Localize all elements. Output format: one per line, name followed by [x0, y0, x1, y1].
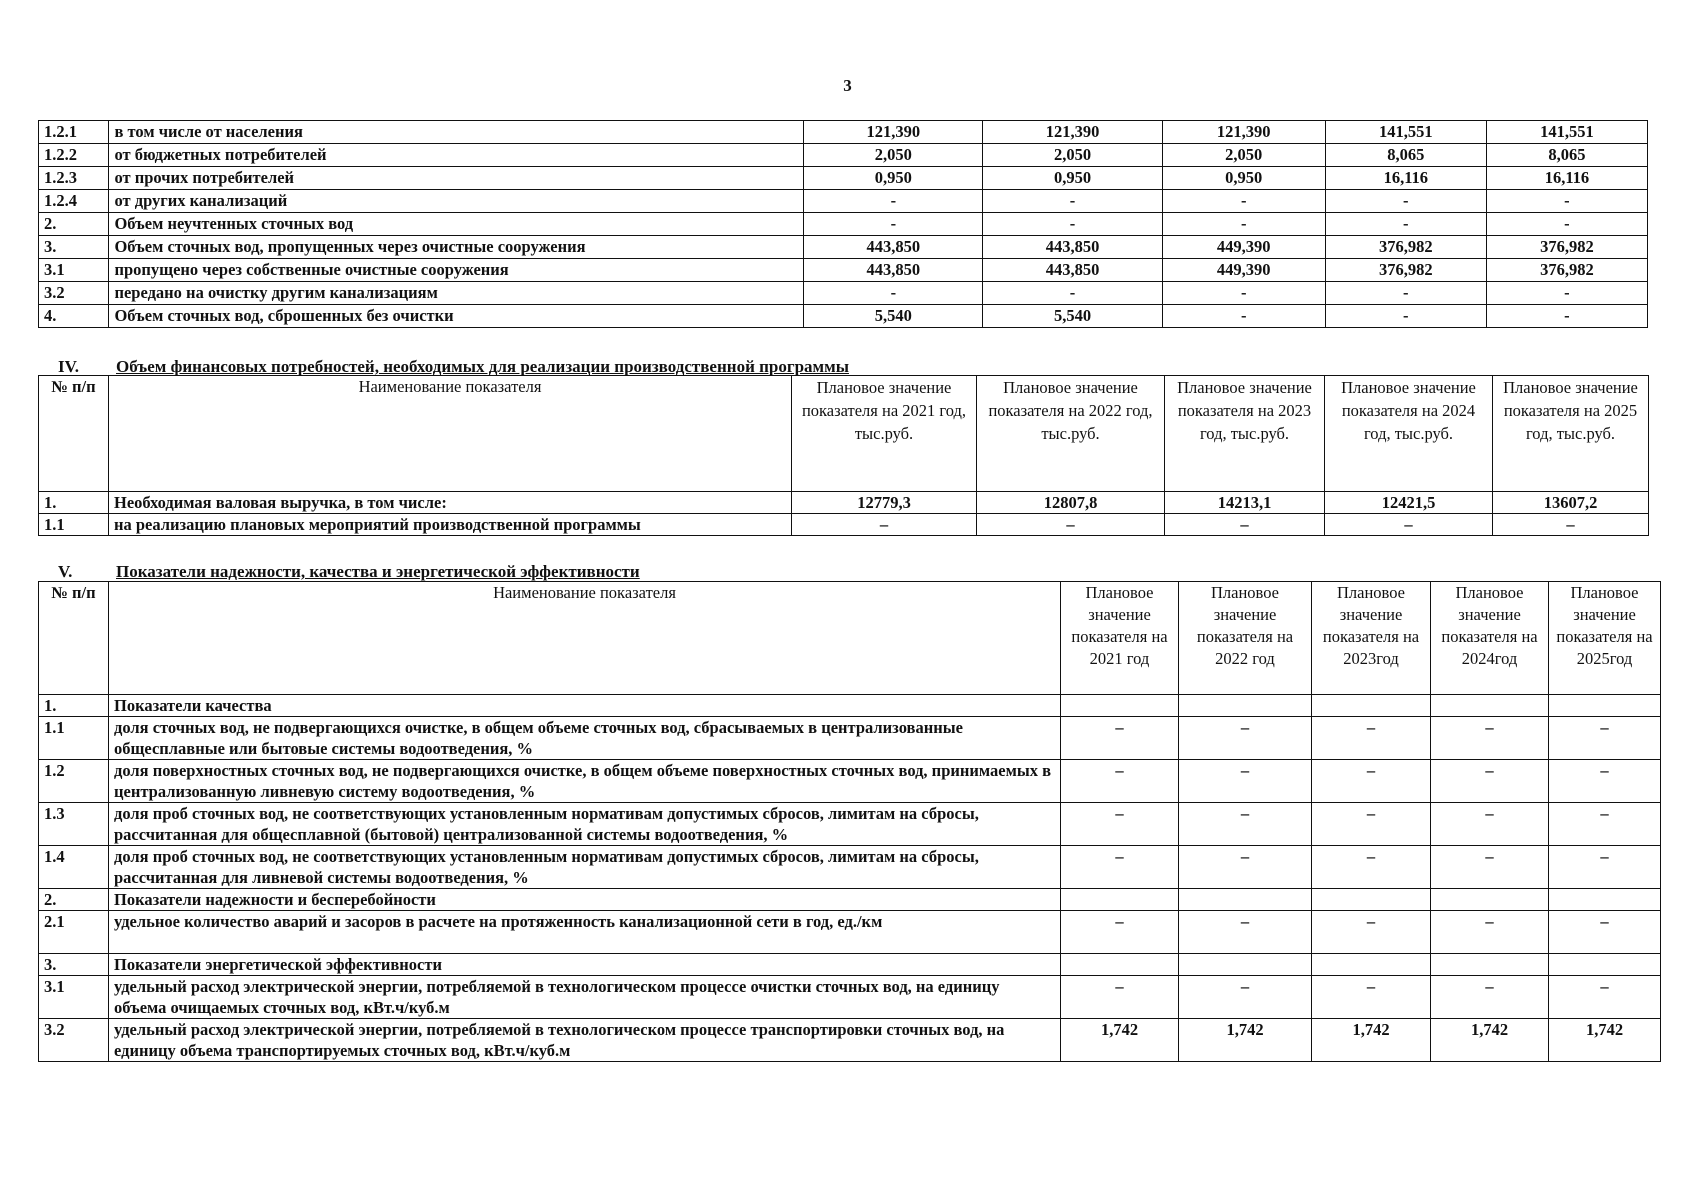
indicator-name: пропущено через собственные очистные сооружения — [109, 259, 804, 282]
plan-2021-header: Плановое значение показателя на 2021 год, тыс.руб. — [792, 376, 977, 492]
value-cell: - — [804, 190, 983, 213]
value-cell: – — [1061, 846, 1179, 889]
value-cell — [1549, 889, 1661, 911]
wastewater-volume-table — [38, 120, 1648, 328]
table-row — [39, 305, 1648, 328]
value-cell: - — [1325, 305, 1486, 328]
indicator-name: Показатели надежности и бесперебойности — [109, 889, 1061, 911]
value-cell: 121,390 — [1162, 121, 1325, 144]
value-cell: - — [1162, 305, 1325, 328]
row-number: 1.4 — [39, 846, 109, 889]
row-number: 1.3 — [39, 803, 109, 846]
indicator-name: передано на очистку другим канализациям — [109, 282, 804, 305]
row-number: 4. — [39, 305, 109, 328]
row-number: 3.2 — [39, 282, 109, 305]
indicator-name: на реализацию плановых мероприятий производственной программы — [109, 514, 792, 536]
row-number: 3.1 — [39, 976, 109, 1019]
value-cell: 1,742 — [1061, 1019, 1179, 1062]
value-cell: – — [1312, 846, 1431, 889]
row-number: 3. — [39, 236, 109, 259]
value-cell: – — [1179, 803, 1312, 846]
table-row — [39, 492, 1649, 514]
plan-2023-header: Плановое значение показателя на 2023 год, тыс.руб. — [1165, 376, 1325, 492]
section-iv-heading: Объем финансовых потребностей, необходимых для реализации производственной программы — [116, 357, 849, 376]
indicator-name: от других канализаций — [109, 190, 804, 213]
value-cell: - — [1486, 305, 1647, 328]
value-cell: – — [1431, 911, 1549, 954]
financial-needs-table — [38, 375, 1649, 536]
value-cell: – — [1179, 760, 1312, 803]
value-cell: – — [1549, 803, 1661, 846]
value-cell: 121,390 — [804, 121, 983, 144]
value-cell: - — [1486, 190, 1647, 213]
value-cell: 376,982 — [1325, 236, 1486, 259]
value-cell: – — [1061, 803, 1179, 846]
value-cell: 16,116 — [1486, 167, 1647, 190]
row-number: 1.2.2 — [39, 144, 109, 167]
value-cell: 0,950 — [1162, 167, 1325, 190]
plan-2023-header: Плановое значение показателя на 2023год — [1312, 582, 1431, 695]
value-cell: - — [804, 213, 983, 236]
table-row — [39, 121, 1648, 144]
row-number: 2. — [39, 213, 109, 236]
value-cell: – — [1549, 846, 1661, 889]
table-row — [39, 514, 1649, 536]
table-row — [39, 695, 1661, 717]
value-cell: - — [804, 282, 983, 305]
indicator-name: удельный расход электрической энергии, потребляемой в технологическом процессе транспортировки сточных вод, на единицу объема транспортируемых сточных вод, кВт.ч/куб.м — [109, 1019, 1061, 1062]
value-cell: 443,850 — [804, 259, 983, 282]
value-cell: 12779,3 — [792, 492, 977, 514]
value-cell: 0,950 — [983, 167, 1162, 190]
value-cell — [1549, 695, 1661, 717]
value-cell: 141,551 — [1325, 121, 1486, 144]
reliability-quality-table-body — [39, 695, 1661, 1062]
value-cell: - — [983, 213, 1162, 236]
indicator-name: Объем сточных вод, сброшенных без очистки — [109, 305, 804, 328]
value-cell — [1431, 954, 1549, 976]
value-cell: 12421,5 — [1325, 492, 1493, 514]
value-cell: 16,116 — [1325, 167, 1486, 190]
value-cell — [1431, 695, 1549, 717]
col-name-header: Наименование показателя — [109, 582, 1061, 695]
col-num-header: № п/п — [39, 376, 109, 492]
value-cell: 0,950 — [804, 167, 983, 190]
value-cell: 5,540 — [804, 305, 983, 328]
value-cell: – — [1061, 911, 1179, 954]
value-cell: - — [1162, 213, 1325, 236]
row-number: 3.2 — [39, 1019, 109, 1062]
plan-2021-header: Плановое значение показателя на 2021 год — [1061, 582, 1179, 695]
value-cell: – — [977, 514, 1165, 536]
value-cell: 376,982 — [1325, 259, 1486, 282]
row-number: 1.2.3 — [39, 167, 109, 190]
value-cell: - — [1486, 282, 1647, 305]
table-row — [39, 167, 1648, 190]
value-cell: – — [1549, 911, 1661, 954]
value-cell: – — [1312, 911, 1431, 954]
table-row — [39, 760, 1661, 803]
value-cell — [1179, 889, 1312, 911]
indicator-name: от прочих потребителей — [109, 167, 804, 190]
value-cell: - — [1162, 282, 1325, 305]
indicator-name: удельный расход электрической энергии, потребляемой в технологическом процессе очистки сточных вод, на единицу объема очищаемых сточных вод, кВт.ч/куб.м — [109, 976, 1061, 1019]
value-cell — [1431, 889, 1549, 911]
plan-2024-header: Плановое значение показателя на 2024год — [1431, 582, 1549, 695]
reliability-header-row — [39, 582, 1661, 695]
value-cell: – — [1431, 976, 1549, 1019]
value-cell: – — [1179, 911, 1312, 954]
indicator-name: Показатели энергетической эффективности — [109, 954, 1061, 976]
value-cell: - — [1325, 282, 1486, 305]
indicator-name: Объем неучтенных сточных вод — [109, 213, 804, 236]
plan-2022-header: Плановое значение показателя на 2022 год — [1179, 582, 1312, 695]
value-cell: 1,742 — [1431, 1019, 1549, 1062]
value-cell: – — [792, 514, 977, 536]
value-cell: 449,390 — [1162, 259, 1325, 282]
row-number: 1.2.1 — [39, 121, 109, 144]
indicator-name: доля сточных вод, не подвергающихся очистке, в общем объеме сточных вод, сбрасываемых в централизованные общесплавные или бытовые системы водоотведения, % — [109, 717, 1061, 760]
table-row — [39, 1019, 1661, 1062]
value-cell: 13607,2 — [1493, 492, 1649, 514]
table-row — [39, 717, 1661, 760]
indicator-name: Необходимая валовая выручка, в том числе: — [109, 492, 792, 514]
value-cell: 141,551 — [1486, 121, 1647, 144]
indicator-name: в том числе от населения — [109, 121, 804, 144]
section-iv-roman: IV. — [58, 357, 79, 376]
financial-needs-header-row — [39, 376, 1649, 492]
table-row — [39, 976, 1661, 1019]
section-v-roman: V. — [58, 562, 73, 581]
row-number: 2.1 — [39, 911, 109, 954]
value-cell — [1312, 954, 1431, 976]
value-cell: – — [1312, 976, 1431, 1019]
table-row — [39, 259, 1648, 282]
value-cell: - — [1325, 213, 1486, 236]
col-num-header: № п/п — [39, 582, 109, 695]
value-cell: 376,982 — [1486, 259, 1647, 282]
plan-2025-header: Плановое значение показателя на 2025год — [1549, 582, 1661, 695]
value-cell: – — [1179, 976, 1312, 1019]
row-number: 1.1 — [39, 514, 109, 536]
indicator-name: доля проб сточных вод, не соответствующих установленным нормативам допустимых сбросов, лимитам на сбросы, рассчитанная для общесплавной (бытовой) централизованной системы водоотведения, % — [109, 803, 1061, 846]
value-cell — [1312, 889, 1431, 911]
value-cell — [1061, 695, 1179, 717]
value-cell: – — [1431, 760, 1549, 803]
value-cell: 2,050 — [983, 144, 1162, 167]
value-cell: – — [1179, 717, 1312, 760]
table-row — [39, 911, 1661, 954]
value-cell: 121,390 — [983, 121, 1162, 144]
value-cell: 449,390 — [1162, 236, 1325, 259]
row-number: 1. — [39, 492, 109, 514]
value-cell: – — [1493, 514, 1649, 536]
value-cell: – — [1061, 717, 1179, 760]
value-cell: 2,050 — [804, 144, 983, 167]
value-cell: - — [1162, 190, 1325, 213]
indicator-name: Показатели качества — [109, 695, 1061, 717]
value-cell: 1,742 — [1549, 1019, 1661, 1062]
indicator-name: доля поверхностных сточных вод, не подвергающихся очистке, в общем объеме поверхностных сточных вод, принимаемых в централизованную ливневую систему водоотведения, % — [109, 760, 1061, 803]
indicator-name: удельное количество аварий и засоров в расчете на протяженность канализационной сети в год, ед./км — [109, 911, 1061, 954]
table-row — [39, 889, 1661, 911]
value-cell: – — [1312, 717, 1431, 760]
value-cell: 14213,1 — [1165, 492, 1325, 514]
table-row — [39, 282, 1648, 305]
row-number: 1.2 — [39, 760, 109, 803]
value-cell: 443,850 — [983, 236, 1162, 259]
table-row — [39, 846, 1661, 889]
value-cell: 8,065 — [1325, 144, 1486, 167]
col-name-header: Наименование показателя — [109, 376, 792, 492]
table-row — [39, 954, 1661, 976]
value-cell: – — [1431, 717, 1549, 760]
value-cell: 8,065 — [1486, 144, 1647, 167]
value-cell: 443,850 — [804, 236, 983, 259]
value-cell: – — [1312, 803, 1431, 846]
indicator-name: от бюджетных потребителей — [109, 144, 804, 167]
row-number: 3. — [39, 954, 109, 976]
value-cell: – — [1312, 760, 1431, 803]
value-cell — [1179, 695, 1312, 717]
value-cell: 2,050 — [1162, 144, 1325, 167]
value-cell — [1549, 954, 1661, 976]
value-cell: - — [1325, 190, 1486, 213]
section-v-title — [58, 562, 640, 582]
row-number: 1.1 — [39, 717, 109, 760]
value-cell: 5,540 — [983, 305, 1162, 328]
row-number: 1. — [39, 695, 109, 717]
table-row — [39, 803, 1661, 846]
indicator-name: доля проб сточных вод, не соответствующих установленным нормативам допустимых сбросов, лимитам на сбросы, рассчитанная для ливневой системы водоотведения, % — [109, 846, 1061, 889]
value-cell: 1,742 — [1312, 1019, 1431, 1062]
value-cell: 443,850 — [983, 259, 1162, 282]
value-cell: – — [1179, 846, 1312, 889]
indicator-name: Объем сточных вод, пропущенных через очистные сооружения — [109, 236, 804, 259]
value-cell: – — [1549, 976, 1661, 1019]
value-cell — [1312, 695, 1431, 717]
value-cell: – — [1549, 717, 1661, 760]
table-row — [39, 213, 1648, 236]
value-cell: - — [1486, 213, 1647, 236]
value-cell — [1061, 954, 1179, 976]
table-row — [39, 190, 1648, 213]
table-row — [39, 144, 1648, 167]
row-number: 3.1 — [39, 259, 109, 282]
value-cell: – — [1325, 514, 1493, 536]
reliability-quality-table — [38, 581, 1661, 1062]
value-cell: - — [983, 190, 1162, 213]
financial-needs-table-body — [39, 492, 1649, 536]
row-number: 1.2.4 — [39, 190, 109, 213]
value-cell: – — [1431, 846, 1549, 889]
value-cell — [1061, 889, 1179, 911]
value-cell: 376,982 — [1486, 236, 1647, 259]
plan-2024-header: Плановое значение показателя на 2024 год, тыс.руб. — [1325, 376, 1493, 492]
wastewater-volume-table-body — [39, 121, 1648, 328]
value-cell: 1,742 — [1179, 1019, 1312, 1062]
value-cell: – — [1549, 760, 1661, 803]
plan-2025-header: Плановое значение показателя на 2025 год, тыс.руб. — [1493, 376, 1649, 492]
table-row — [39, 236, 1648, 259]
row-number: 2. — [39, 889, 109, 911]
value-cell: – — [1061, 976, 1179, 1019]
section-iv-title — [58, 357, 849, 377]
section-v-heading: Показатели надежности, качества и энергетической эффективности — [116, 562, 640, 581]
value-cell: – — [1061, 760, 1179, 803]
value-cell: - — [983, 282, 1162, 305]
value-cell — [1179, 954, 1312, 976]
plan-2022-header: Плановое значение показателя на 2022 год, тыс.руб. — [977, 376, 1165, 492]
value-cell: – — [1431, 803, 1549, 846]
value-cell: 12807,8 — [977, 492, 1165, 514]
value-cell: – — [1165, 514, 1325, 536]
page-number: 3 — [843, 76, 852, 95]
